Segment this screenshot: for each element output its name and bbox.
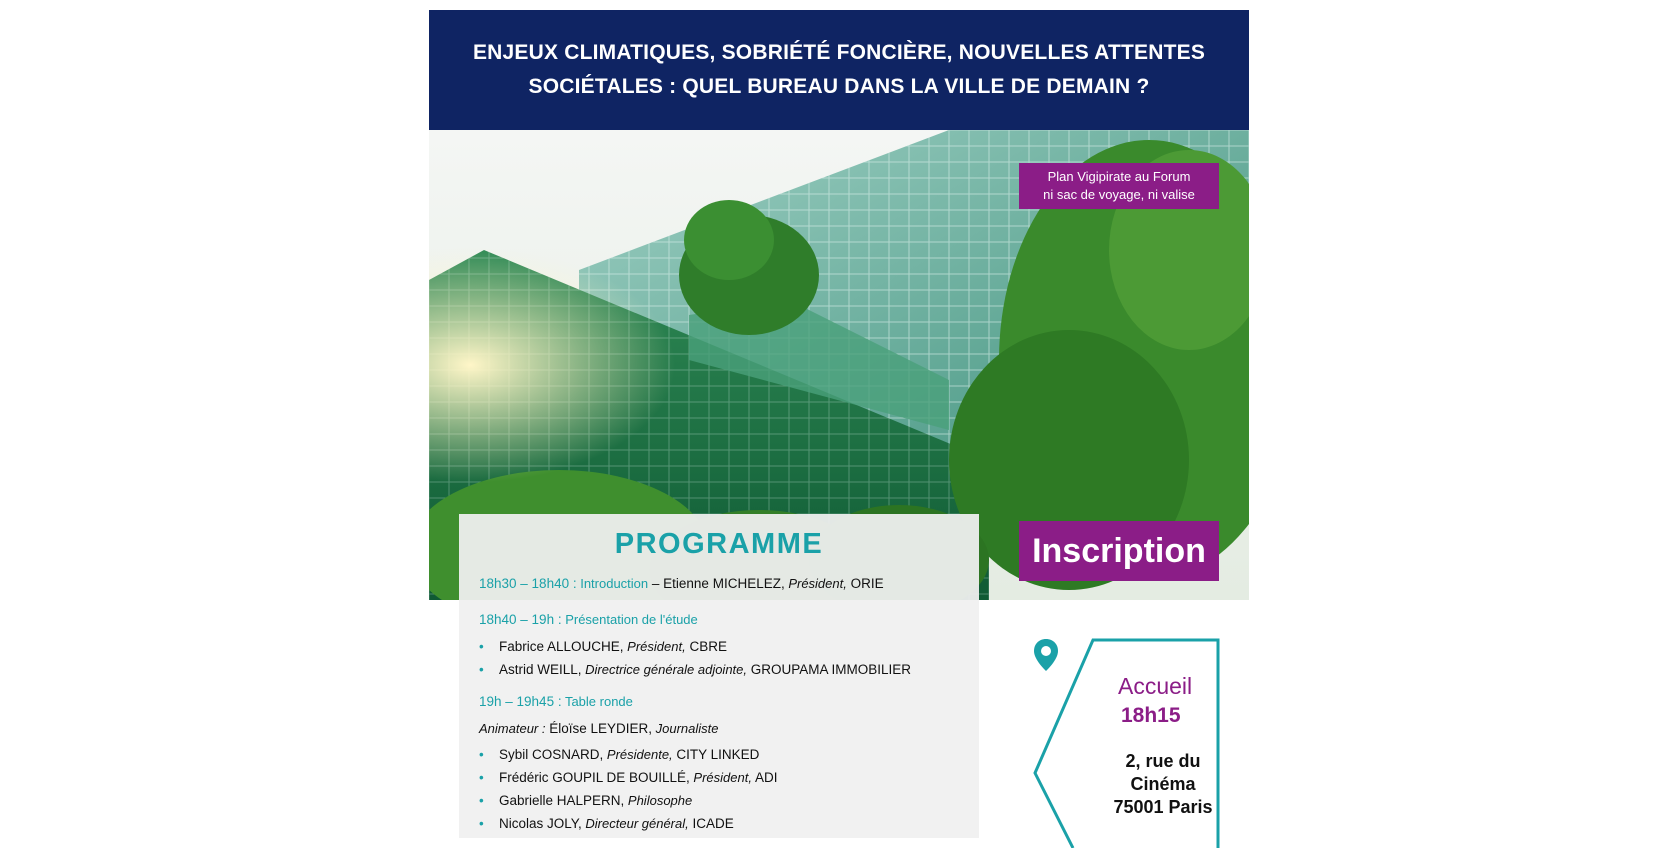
moderator-name: Éloïse LEYDIER, (545, 721, 653, 736)
speaker-role: Président, (689, 770, 752, 785)
speaker-org: ADI (751, 770, 778, 785)
accueil-time: 18h15 (1121, 704, 1181, 727)
intro-speaker-role: Président, (784, 576, 847, 591)
list-item (479, 816, 734, 831)
accueil-address (1103, 750, 1223, 819)
bullet-icon: • (479, 816, 484, 831)
speaker-org: GROUPAMA IMMOBILIER (747, 662, 912, 677)
speaker-role: Président, (623, 639, 686, 654)
list-item (479, 662, 911, 677)
round-time: 19h – 19h45 : (479, 694, 562, 709)
accueil-title: Accueil (1118, 673, 1193, 699)
list-item (479, 639, 727, 654)
study-time: 18h40 – 19h : (479, 612, 562, 627)
speaker-name: Frédéric GOUPIL DE BOUILLÉ, (499, 770, 690, 785)
speaker-role: Directeur général, (581, 816, 689, 831)
intro-dash: – (648, 576, 664, 591)
round-label: Table ronde (561, 694, 633, 709)
speaker-name: Fabrice ALLOUCHE, (499, 639, 624, 654)
inscription-button[interactable]: Inscription (1019, 521, 1219, 581)
speaker-name: Nicolas JOLY, (499, 816, 582, 831)
moderator-line (479, 721, 719, 736)
programme-title: PROGRAMME (614, 528, 824, 560)
speaker-role: Philosophe (624, 793, 693, 808)
list-item (479, 770, 777, 785)
speaker-name: Gabrielle HALPERN, (499, 793, 625, 808)
bullet-icon: • (479, 747, 484, 762)
moderator-role: Journaliste (652, 721, 719, 736)
notice-line-2: ni sac de voyage, ni valise (1043, 187, 1195, 202)
moderator-prefix: Animateur : (479, 721, 546, 736)
speaker-role: Directrice générale adjointe, (581, 662, 748, 677)
speaker-name: Sybil COSNARD, (499, 747, 604, 762)
intro-speaker-name: Etienne MICHELEZ, (663, 576, 785, 591)
address-line-3: 75001 Paris (1113, 797, 1213, 817)
bullet-icon: • (479, 639, 484, 654)
speaker-org: CBRE (685, 639, 727, 654)
study-line (479, 612, 698, 627)
poster-header (429, 10, 1249, 130)
speaker-org: CITY LINKED (672, 747, 760, 762)
speaker-org: ICADE (688, 816, 734, 831)
list-item (479, 793, 692, 808)
intro-time: 18h30 – 18h40 : (479, 576, 577, 591)
bullet-icon: • (479, 793, 484, 808)
programme-panel (459, 514, 979, 838)
notice-line-1: Plan Vigipirate au Forum (1047, 169, 1191, 184)
speaker-name: Astrid WEILL, (499, 662, 582, 677)
address-line-1: 2, rue du (1125, 751, 1201, 771)
poster-title: ENJEUX CLIMATIQUES, SOBRIÉTÉ FONCIÈRE, NOUVELLES ATTENTES SOCIÉTALES : QUEL BUREAU DANS LA VILLE DE DEMAIN ? (472, 41, 1206, 98)
list-item (479, 747, 759, 762)
bullet-icon: • (479, 662, 484, 677)
intro-label: Introduction (576, 576, 649, 591)
speaker-role: Présidente, (603, 747, 673, 762)
intro-speaker-org: ORIE (846, 576, 884, 591)
address-line-2: Cinéma (1130, 774, 1196, 794)
round-line (479, 694, 633, 709)
vigipirate-notice (1019, 163, 1219, 209)
intro-line (479, 576, 884, 591)
accueil-box (1033, 638, 1223, 848)
location-pin-icon (1033, 638, 1059, 672)
bullet-icon: • (479, 770, 484, 785)
study-label: Présentation de l'étude (561, 612, 698, 627)
